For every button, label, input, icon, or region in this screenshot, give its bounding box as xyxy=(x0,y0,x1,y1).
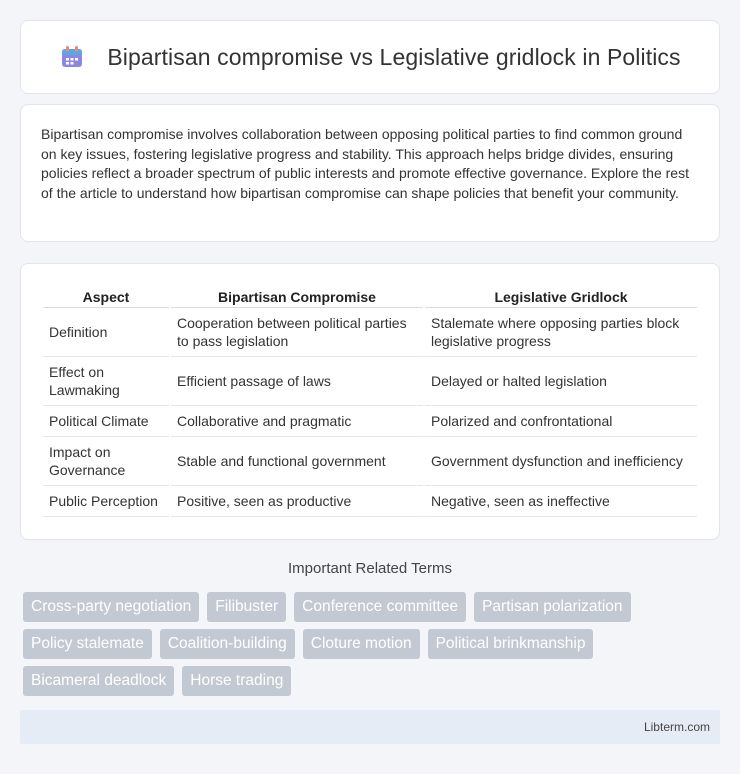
table-cell-gridlock: Polarized and confrontational xyxy=(425,406,697,437)
comparison-table xyxy=(41,284,699,517)
related-term-tag[interactable]: Partisan polarization xyxy=(474,592,630,622)
related-terms-title: Important Related Terms xyxy=(288,560,452,577)
related-term-tag[interactable]: Horse trading xyxy=(182,666,291,696)
table-cell-aspect: Public Perception xyxy=(43,486,169,517)
table-cell-aspect: Definition xyxy=(43,308,169,357)
table-row xyxy=(43,308,697,357)
table-row xyxy=(43,406,697,437)
related-term-tag[interactable]: Cloture motion xyxy=(303,629,420,659)
intro-paragraph: Bipartisan compromise involves collaboration between opposing political parties to find common ground on key issues, fostering legislative progress and stability. This approach helps bridge divides, ensuring policies reflect a broader spectrum of public interests and promote effective governance. Explore the rest of the article to understand how bipartisan compromise can shape policies that benefit your community. xyxy=(41,126,689,201)
related-term-tag[interactable]: Bicameral deadlock xyxy=(23,666,174,696)
table-cell-bipartisan: Collaborative and pragmatic xyxy=(171,406,423,437)
comparison-table-card xyxy=(20,263,720,540)
table-cell-bipartisan: Efficient passage of laws xyxy=(171,357,423,406)
related-term-tag[interactable]: Filibuster xyxy=(207,592,286,622)
table-cell-gridlock: Delayed or halted legislation xyxy=(425,357,697,406)
related-term-tag[interactable]: Cross-party negotiation xyxy=(23,592,199,622)
table-row xyxy=(43,486,697,517)
related-term-tag[interactable]: Coalition-building xyxy=(160,629,295,659)
table-cell-aspect: Impact on Governance xyxy=(43,437,169,486)
column-header-gridlock: Legislative Gridlock xyxy=(425,284,697,308)
column-header-bipartisan: Bipartisan Compromise xyxy=(171,284,423,308)
column-header-aspect: Aspect xyxy=(43,284,169,308)
table-cell-bipartisan: Positive, seen as productive xyxy=(171,486,423,517)
related-terms-list xyxy=(23,592,723,696)
footer-site-link[interactable]: Libterm.com xyxy=(643,720,710,734)
calendar-icon xyxy=(59,44,85,70)
related-term-tag[interactable]: Political brinkmanship xyxy=(428,629,594,659)
table-cell-gridlock: Negative, seen as ineffective xyxy=(425,486,697,517)
table-cell-bipartisan: Cooperation between political parties to pass legislation xyxy=(171,308,423,357)
table-row xyxy=(43,437,697,486)
related-term-tag[interactable]: Policy stalemate xyxy=(23,629,152,659)
related-term-tag[interactable]: Conference committee xyxy=(294,592,466,622)
table-row xyxy=(43,357,697,406)
table-cell-gridlock: Government dysfunction and inefficiency xyxy=(425,437,697,486)
table-cell-aspect: Effect on Lawmaking xyxy=(43,357,169,406)
table-cell-aspect: Political Climate xyxy=(43,406,169,437)
intro-card xyxy=(20,104,720,242)
header-card xyxy=(20,20,720,94)
footer xyxy=(20,710,720,744)
table-header-row xyxy=(43,284,697,308)
page-title: Bipartisan compromise vs Legislative gridlock in Politics xyxy=(107,43,681,70)
table-cell-bipartisan: Stable and functional government xyxy=(171,437,423,486)
table-cell-gridlock: Stalemate where opposing parties block legislative progress xyxy=(425,308,697,357)
